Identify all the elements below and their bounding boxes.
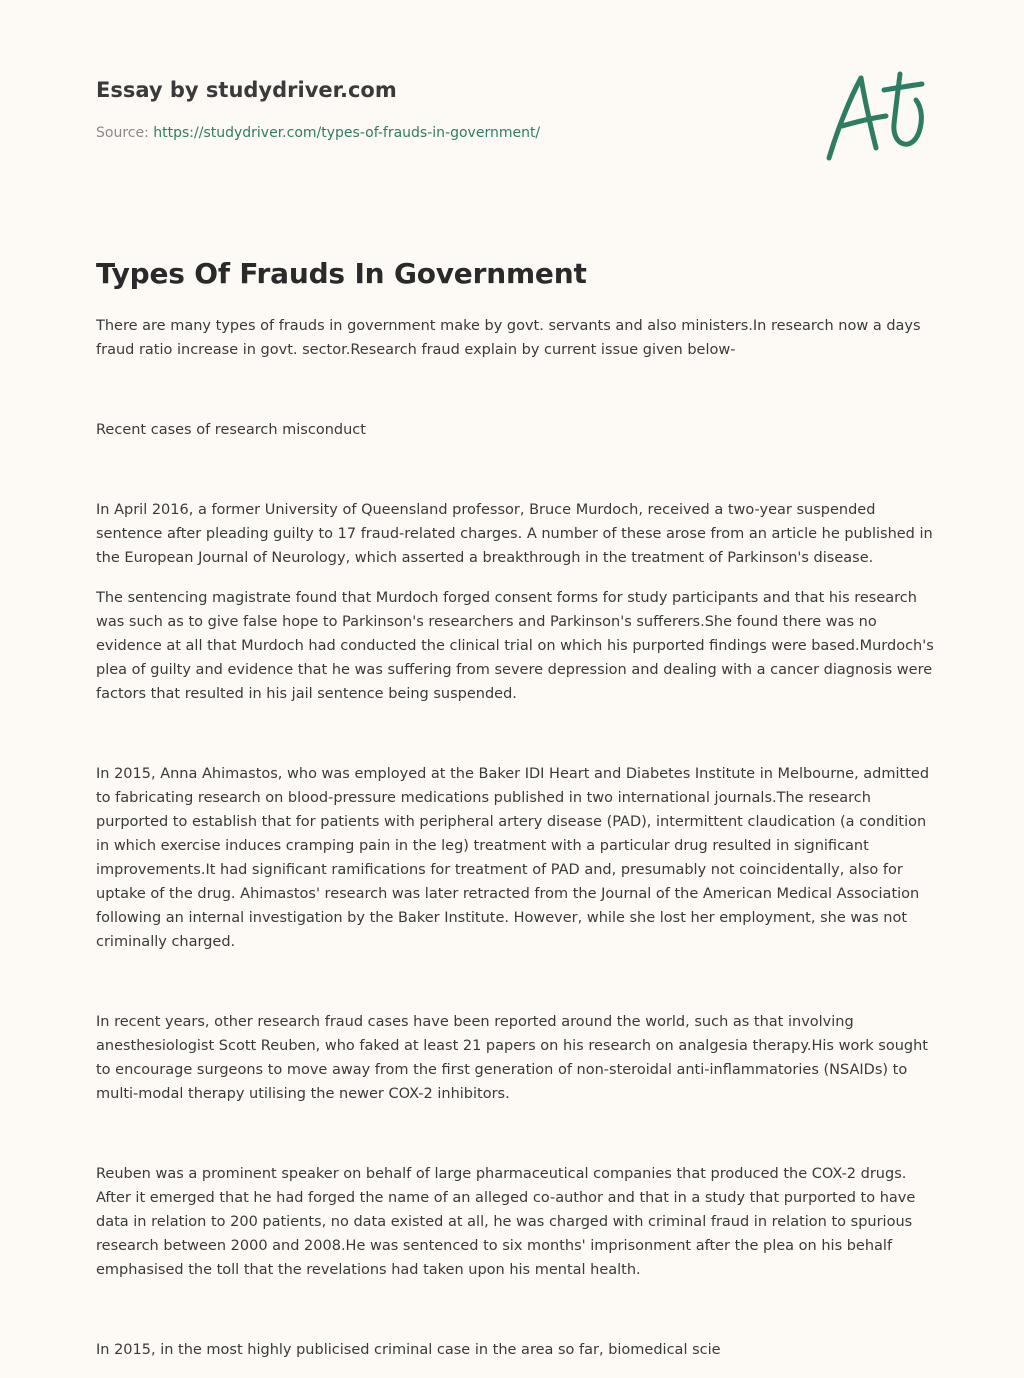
paragraph-ahimastos: In 2015, Anna Ahimastos, who was employed at the Baker IDI Heart and Diabetes Institute in Melbourne, admitted to fabricating research on blood-pressure medications published in two international journals.The research purported to establish that for patients with peripheral artery disease (PAD), intermittent claudication (a condition in which exercise induces cramping pain in the leg) treatment with a particular drug resulted in significant improvements.It had significant ramifications for treatment of PAD and, presumably not coincidentally, also for uptake of the drug. Ahimastos' research was later retracted from the Journal of the American Medical Association following an internal investigation by the Baker Institute. However, while she lost her employment, she was not criminally charged. [96, 766, 930, 950]
a-plus-logo-svg [820, 66, 930, 166]
paragraph-murdoch: In April 2016, a former University of Queensland professor, Bruce Murdoch, received a two-year suspended sentence after pleading guilty to 17 fraud-related charges. A number of these arose from an article he published in the European Journal of Neurology, which asserted a breakthrough in the treatment of Parkinson's disease. [96, 502, 933, 566]
source-link[interactable]: https://studydriver.com/types-of-frauds-in-government/ [153, 125, 541, 141]
paragraph-reuben-sentence: Reuben was a prominent speaker on behalf of large pharmaceutical companies that produced the COX-2 drugs. After it emerged that he had forged the name of an alleged co-author and that in a study that purported to have data in relation to 200 patients, no data existed at all, he was charged with criminal fraud in relation to spurious research between 2000 and 2008.He was sentenced to six months' imprisonment after the plea on his behalf emphasised the toll that the revelations had taken upon his mental health. [96, 1166, 916, 1278]
site-brand: Essay by studydriver.com [96, 78, 397, 102]
essay-body [96, 314, 936, 1362]
intro-paragraph: There are many types of frauds in government make by govt. servants and also ministers.In research now a days fraud ratio increase in govt. sector.Research fraud explain by current issue given below- [96, 318, 921, 358]
paragraph-reuben: In recent years, other research fraud cases have been reported around the world, such as that involving anesthesiologist Scott Reuben, who faked at least 21 papers on his research on analgesia therapy.His work sought to encourage surgeons to move away from the first generation of non-steroidal anti-inflammatories (NSAIDs) to multi-modal therapy utilising the newer COX-2 inhibitors. [96, 1014, 928, 1102]
paragraph-truncated: In 2015, in the most highly publicised criminal case in the area so far, biomedical scie [96, 1342, 721, 1358]
section-heading: Recent cases of research misconduct [96, 422, 366, 438]
paragraph-sentencing: The sentencing magistrate found that Murdoch forged consent forms for study participants and that his research was such as to give false hope to Parkinson's researchers and Parkinson's sufferers.She found there was no evidence at all that Murdoch had conducted the clinical trial on which his purported findings were based.Murdoch's plea of guilty and evidence that he was suffering from severe depression and dealing with a cancer diagnosis were factors that resulted in his jail sentence being suspended. [96, 590, 934, 702]
essay-header [96, 76, 796, 143]
source-label: Source: [96, 125, 154, 141]
a-plus-logo-icon [820, 66, 930, 166]
essay-title: Types Of Frauds In Government [96, 257, 587, 290]
source-line [96, 123, 796, 143]
